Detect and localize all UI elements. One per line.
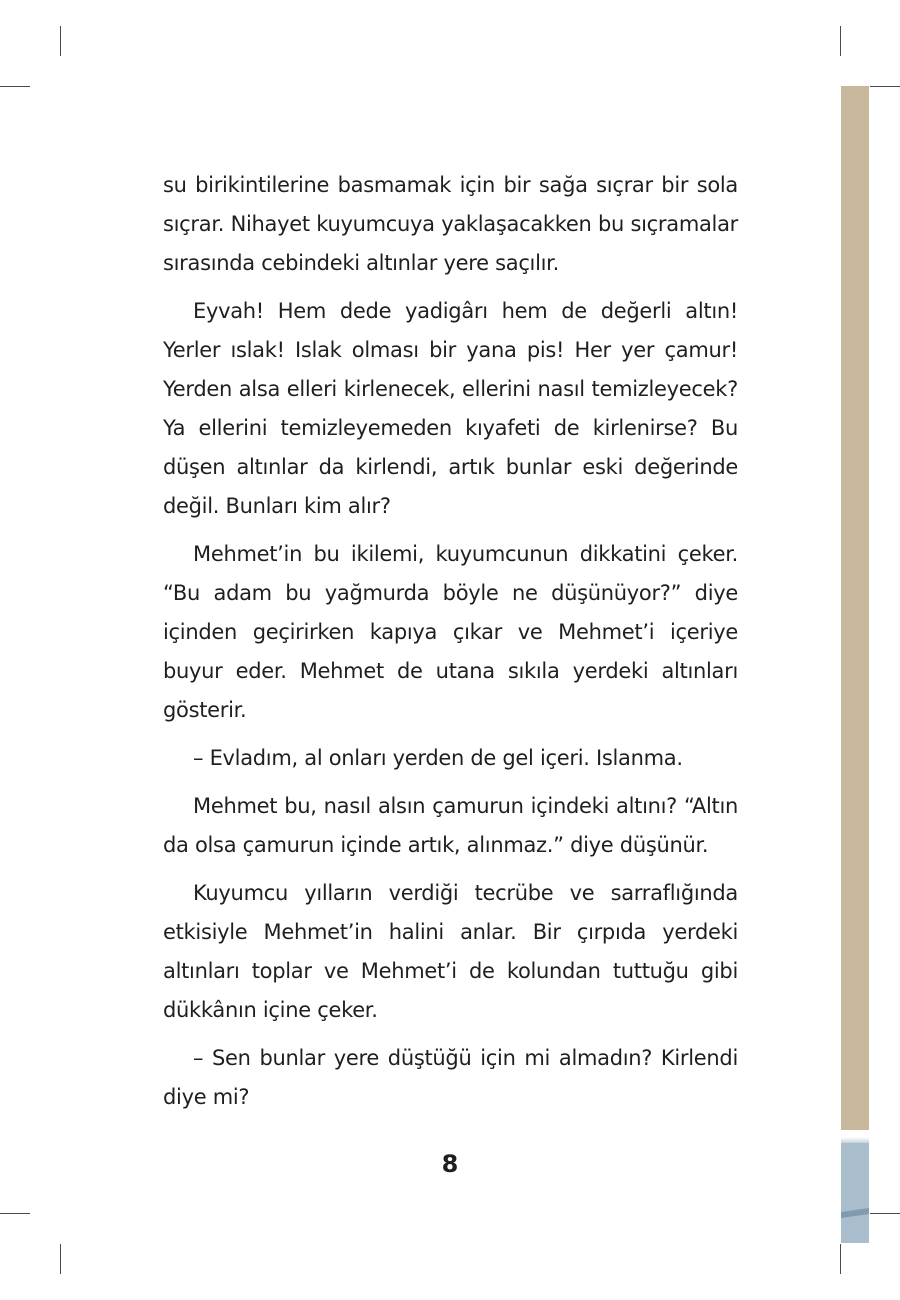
crop-mark-top-left [60, 26, 61, 56]
crop-mark-bottom-left [60, 1244, 61, 1274]
crop-mark-top-left-h [0, 86, 30, 87]
crop-mark-bottom-left-h [0, 1213, 30, 1214]
paragraph: – Sen bunlar yere düştüğü için mi almadın? Kirlendi diye mi? [163, 1046, 738, 1109]
edge-tab [841, 86, 869, 1243]
paragraph: su birikintilerine basmamak için bir sağa sıçrar bir sola sıçrar. Nihayet kuyumcuya yaklaşacakken bu sıçramalar sırasında cebindeki altınlar yere saçılır. [163, 173, 738, 275]
crop-mark-bottom-right [840, 1244, 841, 1274]
paragraph: Mehmet bu, nasıl alsın çamurun içindeki altını? “Altın da olsa çamurun içinde artık, alınmaz.” diye düşünür. [163, 794, 738, 857]
paragraph: Mehmet’in bu ikilemi, kuyumcunun dikkatini çeker. “Bu adam bu yağmurda böyle ne düşünüyor?” diye içinden geçirirken kapıya çıkar ve Mehmet’i içeriye buyur eder. Mehmet de utana sıkıla yerdeki altınları gösterir. [163, 542, 738, 722]
crop-mark-top-right-h [870, 86, 900, 87]
page-number: 8 [441, 1150, 459, 1178]
paragraph: Eyvah! Hem dede yadigârı hem de değerli altın! Yerler ıslak! Islak olması bir yana pis! Her yer çamur! Yerden alsa elleri kirlenecek, ellerini nasıl temizleyecek? Ya ellerini temizleyemeden kıyafeti de kirlenirse? Bu düşen altınlar da kirlendi, artık bunlar eski değerinde değil. Bunları kim alır? [163, 299, 738, 518]
paragraph: – Evladım, al onları yerden de gel içeri. Islanma. [193, 746, 683, 770]
paragraph: Kuyumcu yılların verdiği tecrübe ve sarraflığında etkisiyle Mehmet’in halini anlar. Bir çırpıda yerdeki altınları toplar ve Mehmet’i de kolundan tuttuğu gibi dükkânın içine çeker. [163, 881, 738, 1022]
body-text [163, 166, 738, 1126]
crop-mark-bottom-right-h [870, 1213, 900, 1214]
crop-mark-top-right [840, 26, 841, 56]
